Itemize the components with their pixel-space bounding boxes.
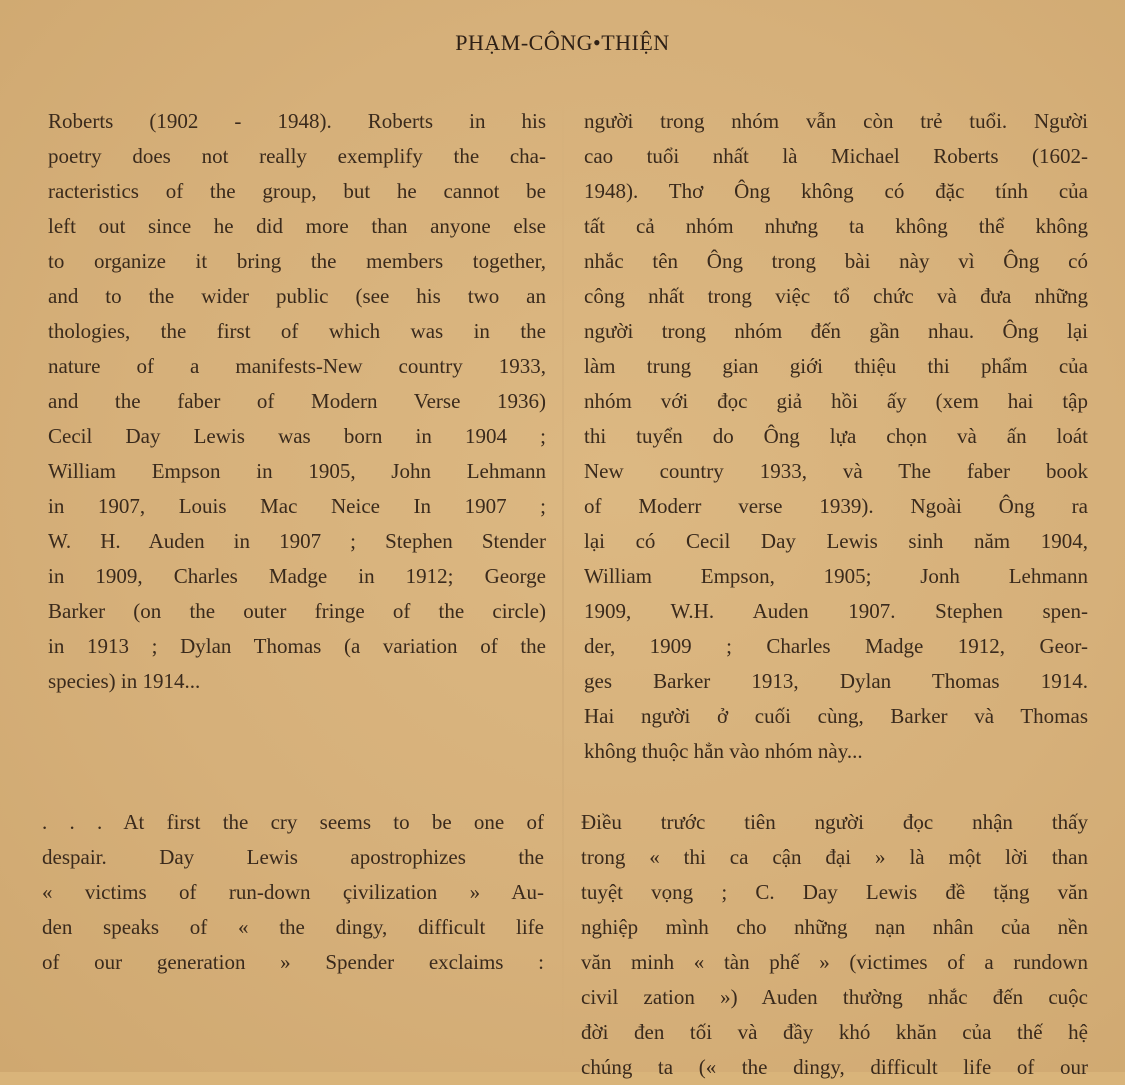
text-line: poetry does not really exemplify the cha- xyxy=(48,144,546,168)
text-line: không thuộc hẳn vào nhóm này... xyxy=(584,739,863,763)
text-line: thologies, the first of which was in the xyxy=(48,319,546,343)
text-line: species) in 1914... xyxy=(48,669,201,693)
text-line: chúng ta (« the dingy, difficult life of our xyxy=(581,1055,1088,1079)
text-line: racteristics of the group, but he cannot be xyxy=(48,179,546,203)
text-line: and to the wider public (see his two an xyxy=(48,284,546,308)
text-line: of Moderr verse 1939). Ngoài Ông ra xyxy=(584,494,1088,518)
text-line: nature of a manifests-New country 1933, xyxy=(48,354,546,378)
text-line: nhắc tên Ông trong bài này vì Ông có xyxy=(584,249,1088,273)
text-line: New country 1933, và The faber book xyxy=(584,459,1088,483)
text-line: left out since he did more than anyone else xyxy=(48,214,546,238)
text-line: der, 1909 ; Charles Madge 1912, Geor- xyxy=(584,634,1088,658)
text-line: cao tuổi nhất là Michael Roberts (1602- xyxy=(584,144,1088,168)
text-line: and the faber of Modern Verse 1936) xyxy=(48,389,546,413)
text-line: W. H. Auden in 1907 ; Stephen Stender xyxy=(48,529,546,553)
text-line: làm trung gian giới thiệu thi phẩm của xyxy=(584,354,1088,378)
text-line: tuyệt vọng ; C. Day Lewis đề tặng văn xyxy=(581,880,1088,904)
text-line: Điều trước tiên người đọc nhận thấy xyxy=(581,810,1088,834)
text-line: in 1907, Louis Mac Neice In 1907 ; xyxy=(48,494,546,518)
text-line: Hai người ở cuối cùng, Barker và Thomas xyxy=(584,704,1088,728)
text-line: Barker (on the outer fringe of the circle) xyxy=(48,599,546,623)
left-column-paragraph-1 xyxy=(48,104,546,699)
text-line: civil zation ») Auden thường nhắc đến cuộc xyxy=(581,985,1088,1009)
text-line: người trong nhóm đến gần nhau. Ông lại xyxy=(584,319,1088,343)
text-line: văn minh « tàn phế » (victimes of a rundown xyxy=(581,950,1088,974)
text-line: 1909, W.H. Auden 1907. Stephen spen- xyxy=(584,599,1088,623)
text-line: trong « thi ca cận đại » là một lời than xyxy=(581,845,1088,869)
text-line: nghiệp mình cho những nạn nhân của nền xyxy=(581,915,1088,939)
text-line: đời đen tối và đầy khó khăn của thế hệ xyxy=(581,1020,1088,1044)
text-line: công nhất trong việc tổ chức và đưa những xyxy=(584,284,1088,308)
text-line: « victims of run-down çivilization » Au- xyxy=(42,880,544,904)
text-line: nhóm với đọc giả hồi ấy (xem hai tập xyxy=(584,389,1088,413)
text-line: of our generation » Spender exclaims : xyxy=(42,950,544,974)
text-line: . . . At first the cry seems to be one of xyxy=(42,810,544,834)
left-column-paragraph-2 xyxy=(42,805,544,980)
text-line: Cecil Day Lewis was born in 1904 ; xyxy=(48,424,546,448)
text-line: William Empson in 1905, John Lehmann xyxy=(48,459,546,483)
text-line: thi tuyển do Ông lựa chọn và ấn loát xyxy=(584,424,1088,448)
text-line: 1948). Thơ Ông không có đặc tính của xyxy=(584,179,1088,203)
page-header: PHẠM-CÔNG•THIỆN xyxy=(455,30,670,55)
text-line: den speaks of « the dingy, difficult life xyxy=(42,915,544,939)
text-line: in 1909, Charles Madge in 1912; George xyxy=(48,564,546,588)
right-column-paragraph-2 xyxy=(581,805,1088,1085)
text-line: tất cả nhóm nhưng ta không thể không xyxy=(584,214,1088,238)
text-line: to organize it bring the members together, xyxy=(48,249,546,273)
text-line: người trong nhóm vẫn còn trẻ tuổi. Người xyxy=(584,109,1088,133)
text-line: William Empson, 1905; Jonh Lehmann xyxy=(584,564,1088,588)
right-column-paragraph-1 xyxy=(584,104,1088,769)
text-line: ges Barker 1913, Dylan Thomas 1914. xyxy=(584,669,1088,693)
text-line: in 1913 ; Dylan Thomas (a variation of the xyxy=(48,634,546,658)
page-fold-shadow xyxy=(562,90,564,1070)
text-line: despair. Day Lewis apostrophizes the xyxy=(42,845,544,869)
text-line: lại có Cecil Day Lewis sinh năm 1904, xyxy=(584,529,1088,553)
text-line: Roberts (1902 - 1948). Roberts in his xyxy=(48,109,546,133)
